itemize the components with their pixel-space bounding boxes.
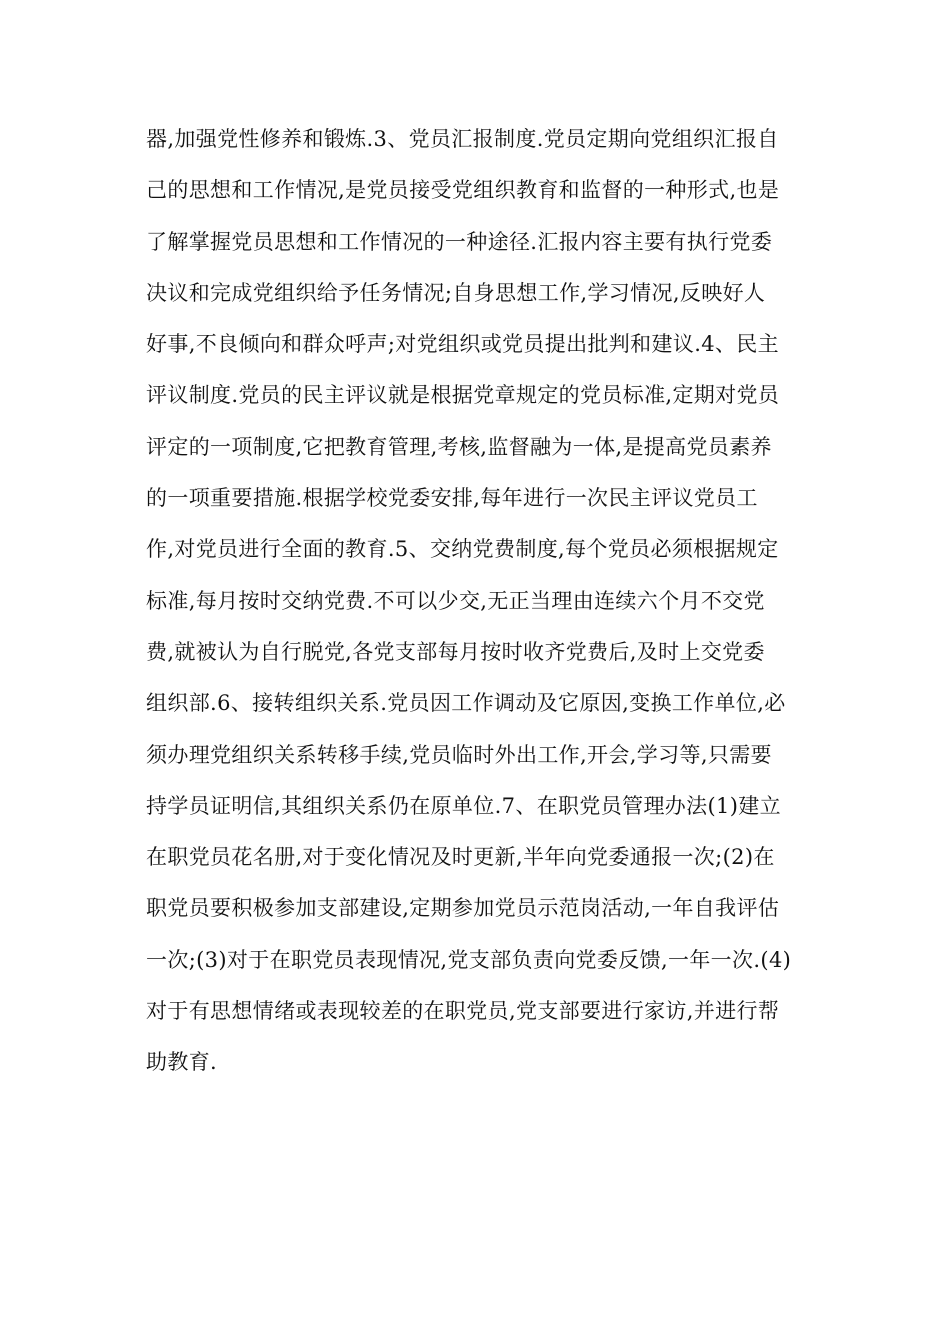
text-line: 对于有思想情绪或表现较差的在职党员,党支部要进行家访,并进行帮 (146, 999, 780, 1024)
text-line: 的一项重要措施.根据学校党委安排,每年进行一次民主评议党员工 (146, 486, 758, 511)
text-line: 助教育. (146, 1050, 218, 1075)
text-line: 一次;(3)对于在职党员表现情况,党支部负责向党委反馈,一年一次.(4) (146, 947, 792, 972)
text-line: 在职党员花名册,对于变化情况及时更新,半年向党委通报一次;(2)在 (146, 845, 775, 870)
text-line: 己的思想和工作情况,是党员接受党组织教育和监督的一种形式,也是 (146, 178, 780, 203)
text-line: 职党员要积极参加支部建设,定期参加党员示范岗活动,一年自我评估 (146, 896, 780, 921)
text-line: 组织部.6、接转组织关系.党员因工作调动及它原因,变换工作单位,必 (146, 691, 786, 716)
text-line: 好事,不良倾向和群众呼声;对党组织或党员提出批判和建议.4、民主 (146, 332, 779, 357)
text-line: 器,加强党性修养和锻炼.3、党员汇报制度.党员定期向党组织汇报自 (146, 127, 779, 151)
text-line: 决议和完成党组织给予任务情况;自身思想工作,学习情况,反映好人 (146, 280, 766, 305)
text-line: 评议制度.党员的民主评议就是根据党章规定的党员标准,定期对党员 (146, 383, 780, 408)
text-line: 作,对党员进行全面的教育.5、交纳党费制度,每个党员必须根据规定 (146, 537, 779, 562)
text-line: 费,就被认为自行脱党,各党支部每月按时收齐党费后,及时上交党委 (146, 639, 765, 664)
text-line: 持学员证明信,其组织关系仍在原单位.7、在职党员管理办法(1)建立 (146, 793, 782, 818)
text-line: 评定的一项制度,它把教育管理,考核,监督融为一体,是提高党员素养 (146, 434, 772, 459)
text-line: 标准,每月按时交纳党费.不可以少交,无正当理由连续六个月不交党 (146, 588, 765, 613)
text-line: 了解掌握党员思想和工作情况的一种途径.汇报内容主要有执行党委 (146, 229, 773, 254)
body-text (146, 114, 826, 1089)
text-line: 须办理党组织关系转移手续,党员临时外出工作,开会,学习等,只需要 (146, 742, 772, 767)
